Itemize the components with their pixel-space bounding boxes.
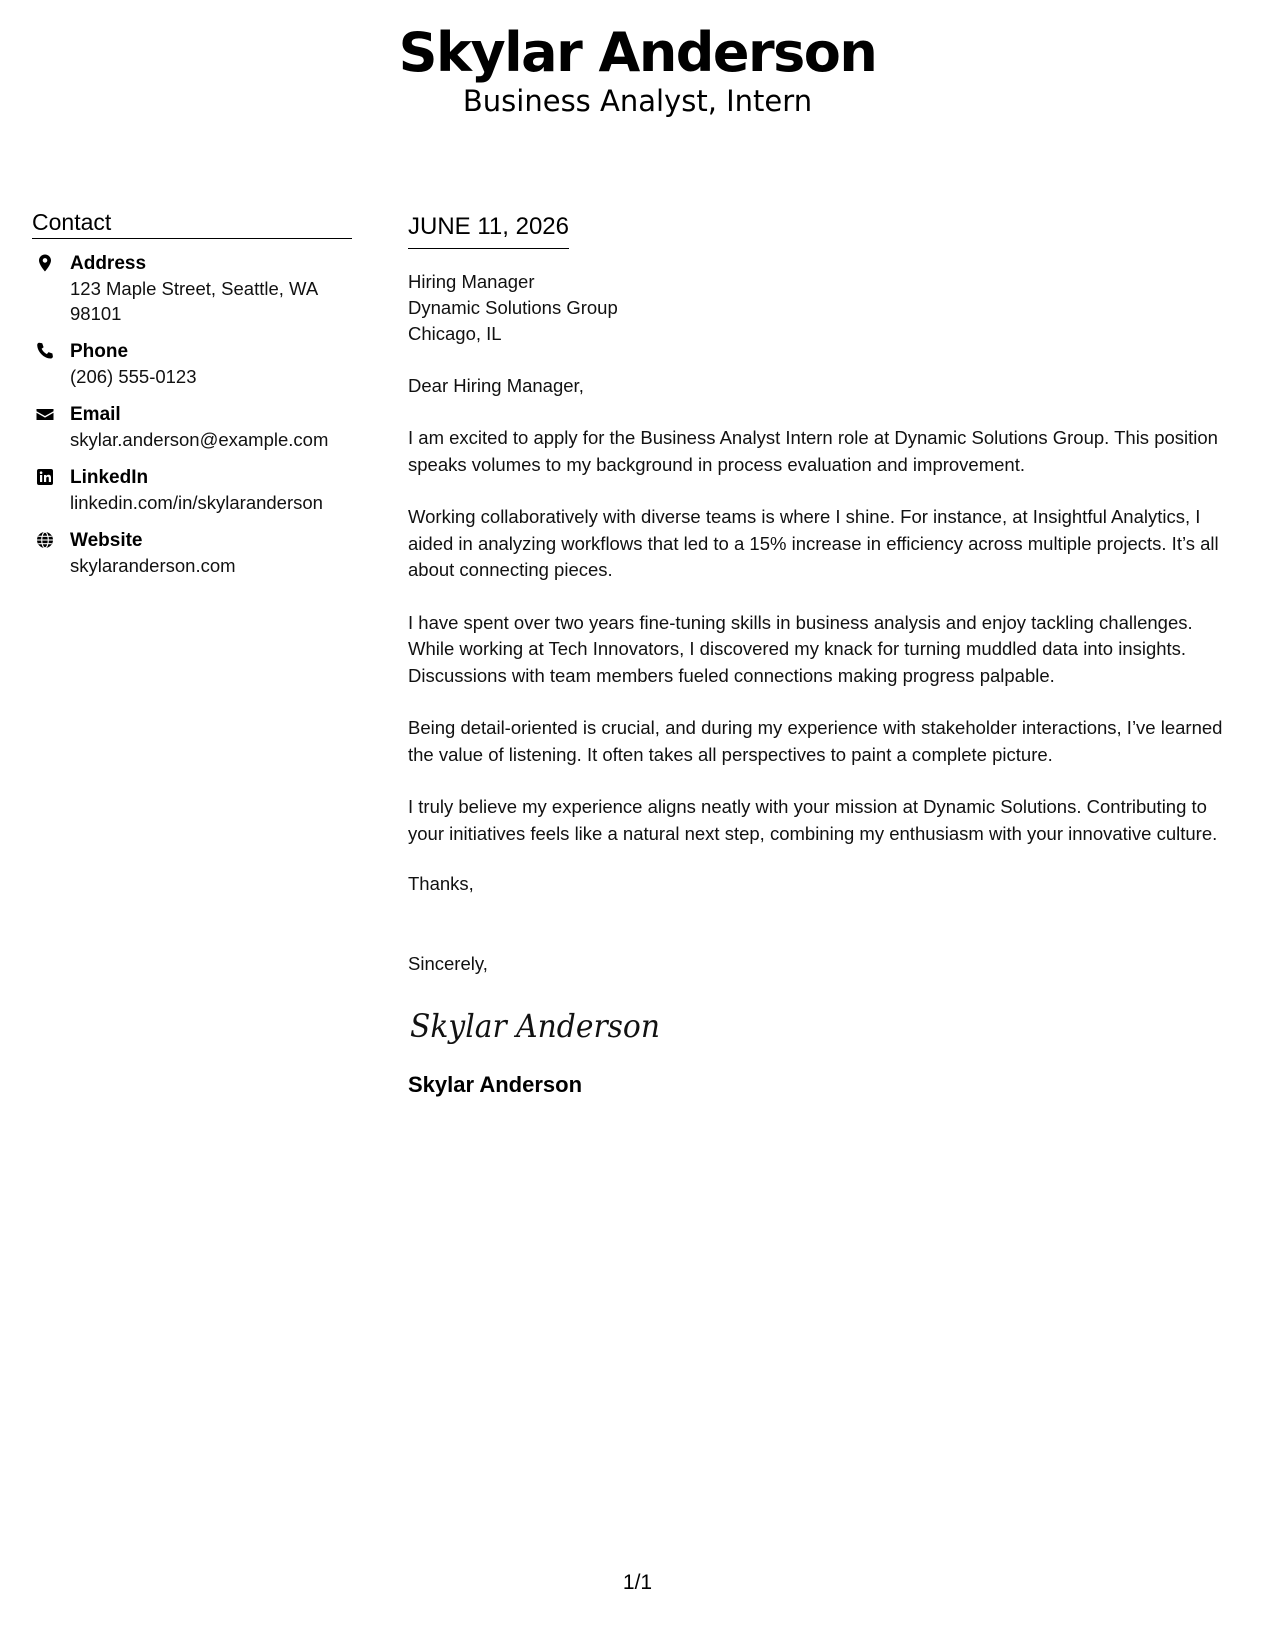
contact-phone [32, 339, 352, 389]
contact-value: 98101 [70, 303, 122, 324]
phone-icon [35, 341, 55, 361]
globe-icon [35, 530, 55, 550]
document-header [0, 20, 1275, 118]
paragraph [408, 425, 1238, 478]
paragraph [408, 794, 1238, 847]
contact-value: linkedin.com/in/skylaranderson [70, 492, 323, 513]
applicant-title: Business Analyst, Intern [462, 84, 813, 118]
letter-body [408, 212, 1238, 1099]
applicant-name: Skylar Anderson [398, 21, 877, 84]
contact-label: Email [70, 404, 121, 425]
paragraph [408, 504, 1238, 584]
paragraph-line: about connecting pieces. [408, 559, 613, 580]
letter-date: JUNE 11, 2026 [408, 212, 569, 249]
paragraph-line: I am excited to apply for the Business Analyst Intern role at Dynamic Solutions Group. This position [408, 427, 1218, 448]
contact-value: (206) 555-0123 [70, 366, 197, 387]
recipient-block [408, 269, 1238, 347]
recipient-line: Chicago, IL [408, 323, 502, 344]
page-number: 1/1 [622, 1571, 653, 1594]
paragraph-line: I truly believe my experience aligns neatly with your mission at Dynamic Solutions. Contributing to [408, 796, 1207, 817]
closing-line: Sincerely, [408, 953, 488, 974]
paragraph-line: the value of listening. It often takes all perspectives to paint a complete picture. [408, 743, 1053, 765]
contact-heading: Contact [32, 208, 352, 239]
contact-email [32, 402, 352, 452]
salutation: Dear Hiring Manager, [408, 375, 584, 396]
paragraph [408, 715, 1238, 768]
paragraph [408, 610, 1238, 690]
signature-text: Skylar Anderson [410, 1007, 660, 1045]
paragraph-line: I have spent over two years fine-tuning skills in business analysis and enjoy tackling challenges. [408, 611, 1193, 633]
thanks-line: Thanks, [408, 873, 474, 894]
envelope-icon [35, 404, 55, 424]
contact-label: Website [70, 530, 143, 551]
recipient-line: Hiring Manager [408, 271, 535, 292]
recipient-line: Dynamic Solutions Group [408, 297, 618, 318]
contact-label: LinkedIn [70, 467, 149, 488]
linkedin-icon [35, 467, 55, 487]
contact-website [32, 528, 352, 578]
contact-value: skylar.anderson@example.com [70, 429, 329, 450]
contact-label: Phone [70, 341, 129, 362]
contact-address [32, 251, 352, 326]
map-pin-icon [35, 253, 55, 273]
paragraph-line: While working at Tech Innovators, I discovered my knack for turning muddled data into insights. [408, 638, 1187, 659]
signed-name: Skylar Anderson [408, 1072, 583, 1097]
paragraph-line: aided in analyzing workflows that led to a 15% increase in efficiency across multiple projects. It’s all [408, 532, 1219, 554]
paragraph-line: Being detail-oriented is crucial, and during my experience with stakeholder interactions, I’ve learned [408, 717, 1223, 738]
paragraph-line: Working collaboratively with diverse teams is where I shine. For instance, at Insightful Analytics, I [408, 506, 1201, 527]
contact-linkedin [32, 465, 352, 515]
paragraph-line: Discussions with team members fueled connections making progress palpable. [408, 664, 1055, 686]
signature [408, 1001, 688, 1051]
paragraph-line: your initiatives feels like a natural next step, combining my enthusiasm with your innovative culture. [408, 822, 1218, 844]
contact-value: skylaranderson.com [70, 555, 236, 576]
contact-label: Address [70, 253, 147, 274]
paragraph-line: speaks volumes to my background in process evaluation and improvement. [408, 453, 1025, 475]
contact-value: 123 Maple Street, Seattle, WA [70, 278, 319, 299]
contact-sidebar [32, 208, 352, 591]
contact-list [32, 251, 352, 578]
